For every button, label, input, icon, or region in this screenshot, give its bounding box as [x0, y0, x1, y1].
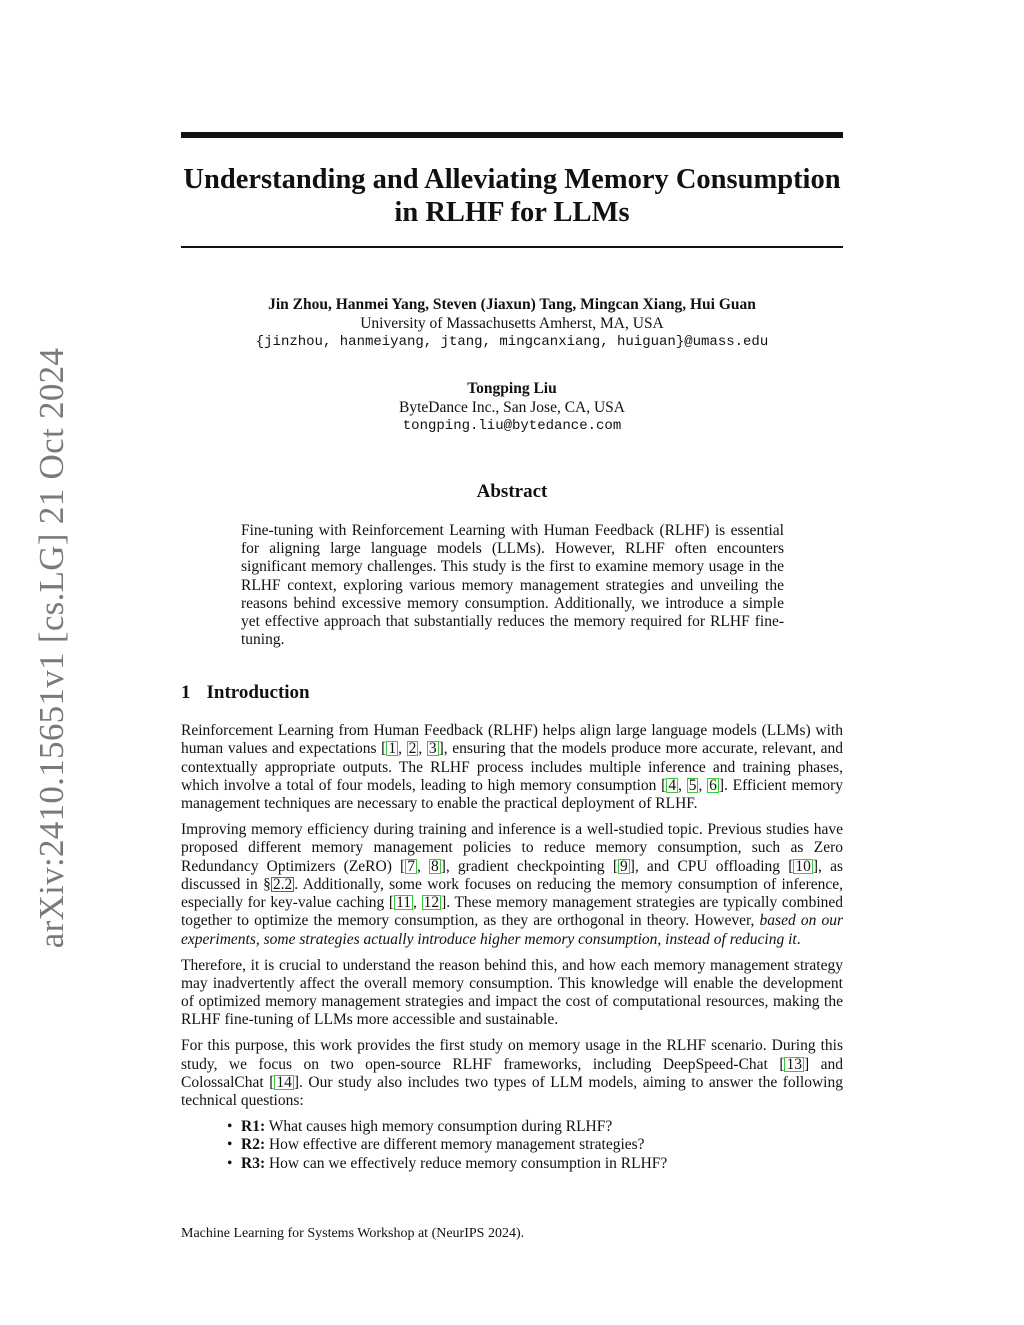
paragraph: Reinforcement Learning from Human Feedback (RLHF) helps align large language models (LLMs) with human values and expectations [ 1 , 2 , 3 ], ensuring that the models produce more accurate, relevant, and contextually appropriate outputs. The RLHF process includes multiple inference and training phases, which involve a total of four models, leading to high memory consumption [ 4 , 5 , 6 ]. Efficient memory management techniques are necessary to enable the practical deployment of RLHF. [181, 722, 844, 813]
citation-link[interactable]: 14 [276, 1073, 292, 1091]
introduction-body [181, 722, 843, 1173]
section-number: 1 [181, 682, 191, 703]
author-affiliation: ByteDance Inc., San Jose, CA, USA [398, 399, 625, 416]
arxiv-identifier [28, 347, 76, 949]
title-rule-top [181, 132, 843, 138]
section-title: Introduction [206, 682, 310, 703]
question-item: • R1: What causes high memory consumption during RLHF? [241, 1118, 843, 1136]
author-group-umass [181, 295, 843, 352]
citation-link[interactable]: 10 [795, 857, 811, 875]
abstract-text: Fine-tuning with Reinforcement Learning with Human Feedback (RLHF) is essential for aligning large language models (LLMs). However, RLHF often encounters significant memory challenges. This study is the first to examine memory usage in the RLHF context, exploring various memory management strategies and unveiling the reasons behind excessive memory consumption. Additionally, we introduce a simple yet effective approach that substantially reduces the memory required for RLHF fine-tuning. [241, 522, 784, 649]
citation-link[interactable]: 11 [396, 894, 412, 912]
citation-link[interactable]: 4 [668, 776, 677, 794]
citation-link[interactable]: 1 [388, 740, 397, 758]
title-rule-bottom [181, 246, 843, 248]
emphasis-text: based on our experiments, some strategies actually introduce higher memory consumption, instead of reducing it [181, 912, 843, 948]
author-email[interactable]: tongping.liu@bytedance.com [402, 418, 622, 434]
citation-link[interactable]: 6 [709, 776, 717, 794]
question-item: • R3: How can we effectively reduce memory consumption in RLHF? [241, 1155, 843, 1173]
citation-link[interactable]: 3 [428, 740, 437, 758]
arxiv-identifier-text: arXiv:2410.15651v1 [cs.LG] 21 Oct 2024 [32, 347, 72, 949]
citation-link[interactable]: 9 [619, 857, 628, 875]
author-names: Jin Zhou, Hanmei Yang, Steven (Jiaxun) Tang, Mingcan Xiang, Hui Guan [268, 296, 756, 313]
citation-link[interactable]: 12 [423, 894, 440, 912]
footer-venue: Machine Learning for Systems Workshop at (NeurIPS 2024). [181, 1226, 525, 1241]
abstract-heading: Abstract [476, 481, 548, 502]
citation-link[interactable]: 7 [407, 857, 415, 875]
paragraph: Therefore, it is crucial to understand the reason behind this, and how each memory management strategy may inadvertently affect the overall memory consumption. This knowledge will enable the development of optimized memory management strategies and impact the cost of computational resources, making the RLHF fine-tuning of LLMs more accessible and sustainable. [181, 956, 843, 1029]
citation-link[interactable]: 13 [786, 1055, 802, 1073]
author-names: Tongping Liu [467, 380, 557, 397]
author-affiliation: University of Massachusetts Amherst, MA, USA [360, 315, 664, 332]
author-email[interactable]: {jinzhou, hanmeiyang, jtang, mingcanxiang, huiguan}@umass.edu [255, 334, 769, 350]
citation-link[interactable]: 8 [430, 857, 439, 875]
section-ref-link[interactable]: 2.2 [272, 875, 293, 893]
citation-link[interactable]: 2 [408, 740, 417, 758]
paper-title: Understanding and Alleviating Memory Consumption in RLHF for LLMs [183, 164, 841, 228]
question-item: • R2: How effective are different memory management strategies? [241, 1136, 843, 1154]
citation-link[interactable]: 5 [688, 776, 697, 794]
paragraph: Improving memory efficiency during training and inference is a well-studied topic. Previous studies have proposed different memory management policies to reduce memory consumption, such as Zero Redundancy Optimizers (ZeRO) [ 7 , 8 ], gradient checkpointing [ 9 ], and CPU offloading [ 10 ], as discussed in § 2.2 . Additionally, some work focuses on reducing the memory consumption of inference, especially for key-value caching [ 11 , 12 ]. These memory management strategies are typically combined together to optimize the memory consumption, as they are orthogonal in theory. However, based on our experiments, some strategies actually introduce higher memory consumption, instead of reducing it. [181, 820, 844, 948]
author-group-bytedance [181, 379, 843, 436]
paragraph: For this purpose, this work provides the first study on memory usage in the RLHF scenario. During this study, we focus on two open-source RLHF frameworks, including DeepSpeed-Chat [ 13 ] and ColossalChat [ 14 ]. Our study also includes two types of LLM models, aiming to answer the following technical questions: [181, 1037, 843, 1110]
section-heading [181, 682, 310, 704]
research-questions [181, 1118, 843, 1173]
